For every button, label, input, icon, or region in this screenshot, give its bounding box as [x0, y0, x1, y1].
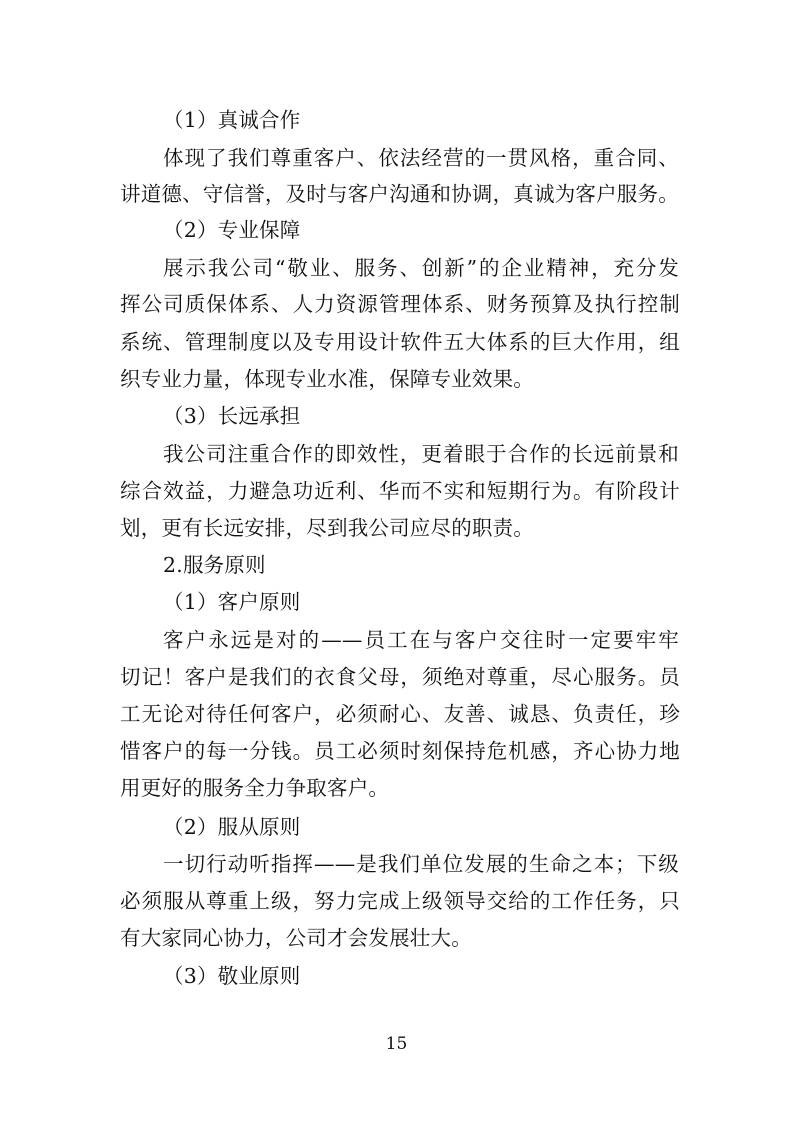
- paragraph-line: 讲道德、守信誉，及时与客户沟通和协调，真诚为客户服务。: [120, 182, 679, 206]
- paragraph-line: 挥公司质保体系、人力资源管理体系、财务预算及执行控制: [120, 292, 680, 316]
- paragraph-line: 工无论对待任何客户，必须耐心、友善、诚恳、负责任，珍: [120, 702, 680, 726]
- subheading-professional-guarantee: （2）专业保障: [163, 218, 301, 242]
- subheading-long-term-commitment: （3）长远承担: [163, 404, 301, 428]
- paragraph-line: 惜客户的每一分钱。员工必须时刻保持危机感，齐心协力地: [120, 739, 680, 763]
- section-heading-service-principles: 2.服务原则: [163, 553, 266, 577]
- paragraph-line: 体现了我们尊重客户、依法经营的一贯风格，重合同、: [163, 146, 679, 170]
- paragraph-line: 切记！客户是我们的衣食父母，须绝对尊重，尽心服务。员: [120, 665, 680, 689]
- paragraph-line: 织专业力量，体现专业水准，保障专业效果。: [120, 367, 534, 391]
- paragraph-line: 展示我公司“敬业、服务、创新”的企业精神，充分发: [163, 256, 679, 280]
- page-number: 15: [385, 1034, 408, 1054]
- subheading-customer-principle: （1）客户原则: [163, 590, 301, 614]
- paragraph-line: 综合效益，力避急功近利、华而不实和短期行为。有阶段计: [120, 479, 680, 503]
- paragraph-line: 系统、管理制度以及专用设计软件五大体系的巨大作用，组: [120, 330, 680, 354]
- paragraph-line: 划，更有长远安排，尽到我公司应尽的职责。: [120, 516, 534, 540]
- subheading-dedication-principle: （3）敬业原则: [163, 964, 301, 988]
- paragraph-line: 我公司注重合作的即效性，更着眼于合作的长远前景和: [163, 442, 679, 466]
- paragraph-line: 有大家同心协力，公司才会发展壮大。: [120, 926, 472, 950]
- paragraph-line: 必须服从尊重上级，努力完成上级领导交给的工作任务，只: [120, 889, 680, 913]
- subheading-obedience-principle: （2）服从原则: [163, 815, 301, 839]
- paragraph-line: 用更好的服务全力争取客户。: [120, 776, 390, 800]
- paragraph-line: 一切行动听指挥——是我们单位发展的生命之本；下级: [163, 852, 679, 876]
- subheading-sincere-cooperation: （1）真诚合作: [163, 108, 301, 132]
- paragraph-line: 客户永远是对的——员工在与客户交往时一定要牢牢: [163, 628, 679, 652]
